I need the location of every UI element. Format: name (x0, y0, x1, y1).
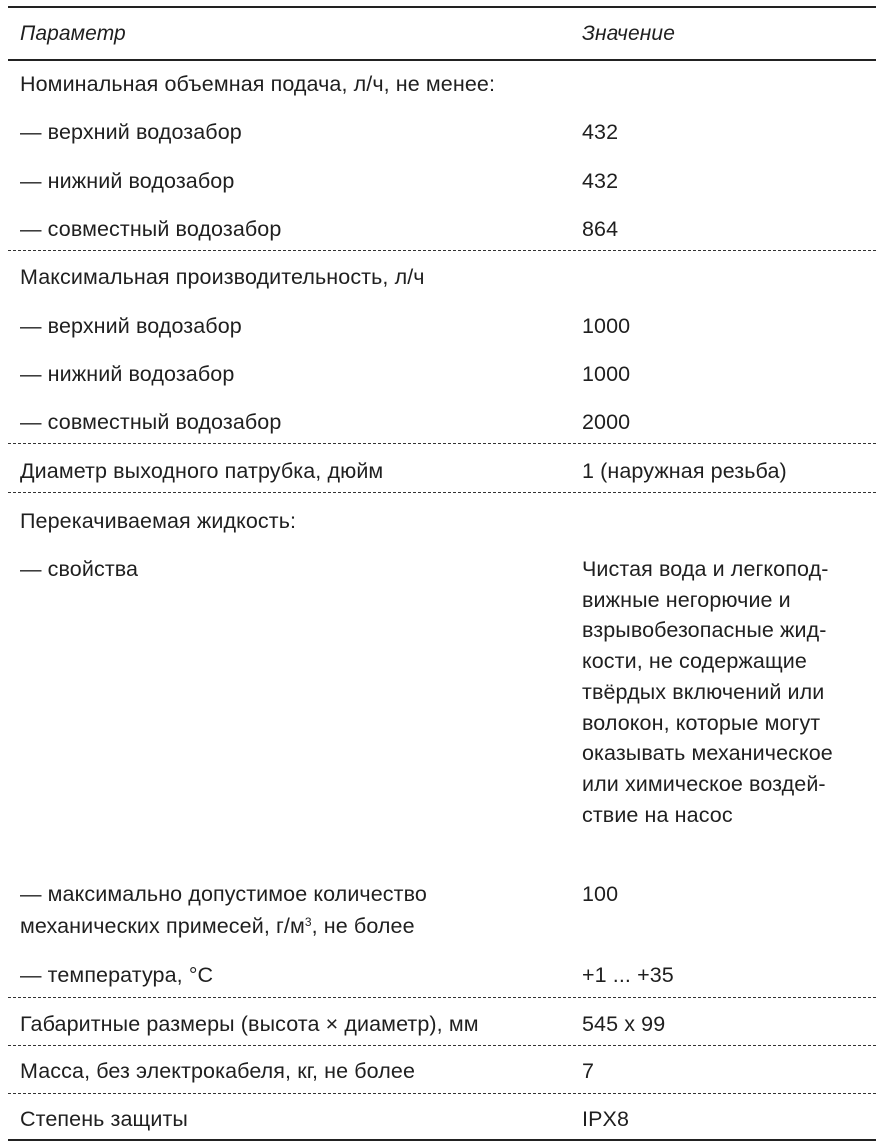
row-nominal-flow-label: Номинальная объемная подача, л/ч, не менее: (20, 72, 496, 96)
row-properties-value (582, 554, 833, 830)
properties-line: ствие на насос (582, 802, 733, 827)
row-max-combined-value: 2000 (582, 410, 631, 434)
row-max-upper-value: 1000 (582, 314, 631, 338)
properties-line: Чистая вода и легкопод- (582, 557, 829, 581)
specifications-table (8, 0, 876, 1144)
row-outlet-diameter-label: Диаметр выходного патрубка, дюйм (20, 459, 384, 483)
row-max-lower-label: — нижний водозабор (20, 362, 235, 386)
row-max-lower-value: 1000 (582, 362, 631, 386)
row-impurities-value: 100 (582, 882, 619, 906)
row-dimensions-value: 545 х 99 (582, 1012, 666, 1036)
header-parameter: Параметр (20, 22, 126, 45)
row-nominal-lower-value: 432 (582, 169, 619, 193)
divider-after-nominal (8, 250, 876, 251)
row-max-upper-label: — верхний водозабор (20, 314, 242, 338)
row-max-combined-label: — совместный водозабор (20, 410, 282, 434)
divider-after-liquid (8, 997, 876, 998)
properties-line: вижные негорючие и (582, 587, 791, 612)
properties-line: оказывать механическое (582, 741, 833, 766)
row-mass-label: Масса, без электрокабеля, кг, не более (20, 1059, 416, 1083)
row-pumped-liquid-label: Перекачиваемая жидкость: (20, 509, 297, 533)
row-impurities-label-line2: механических примесей, $г/м^3$, не более (20, 914, 415, 938)
properties-line: взрывобезопасные жид- (582, 618, 827, 643)
row-nominal-lower-label: — нижний водозабор (20, 169, 235, 193)
row-properties-label: — свойства (20, 557, 139, 581)
row-protection-value: IPX8 (582, 1107, 630, 1131)
row-impurities-label-line1: — максимально допустимое количество (20, 882, 427, 906)
divider-after-mass (8, 1093, 876, 1094)
row-temperature-label: — температура, °С (20, 963, 214, 987)
table-top-rule (8, 6, 876, 8)
table-bottom-rule (8, 1139, 876, 1141)
row-temperature-value: +1 ... +35 (582, 963, 674, 987)
properties-line: кости, не содержащие (582, 649, 807, 674)
row-outlet-diameter-value: 1 (наружная резьба) (582, 459, 787, 483)
properties-line: или химическое воздей- (582, 771, 826, 796)
row-nominal-upper-value: 432 (582, 120, 619, 144)
header-bottom-rule (8, 59, 876, 61)
row-nominal-upper-label: — верхний водозабор (20, 120, 242, 144)
properties-line: твёрдых включений или (582, 679, 825, 704)
divider-after-max (8, 443, 876, 444)
row-nominal-combined-value: 864 (582, 217, 619, 241)
row-max-capacity-label: Максимальная производительность, л/ч (20, 265, 425, 289)
divider-after-dimensions (8, 1045, 876, 1046)
header-value: Значение (582, 22, 675, 45)
row-mass-value: 7 (582, 1059, 595, 1083)
unit-superscript: 3 (304, 915, 312, 929)
divider-after-outlet (8, 492, 876, 493)
row-nominal-combined-label: — совместный водозабор (20, 217, 282, 241)
row-protection-label: Степень защиты (20, 1107, 188, 1131)
row-dimensions-label: Габаритные размеры (высота × диаметр), мм (20, 1012, 479, 1036)
properties-line: волокон, которые могут (582, 710, 821, 735)
